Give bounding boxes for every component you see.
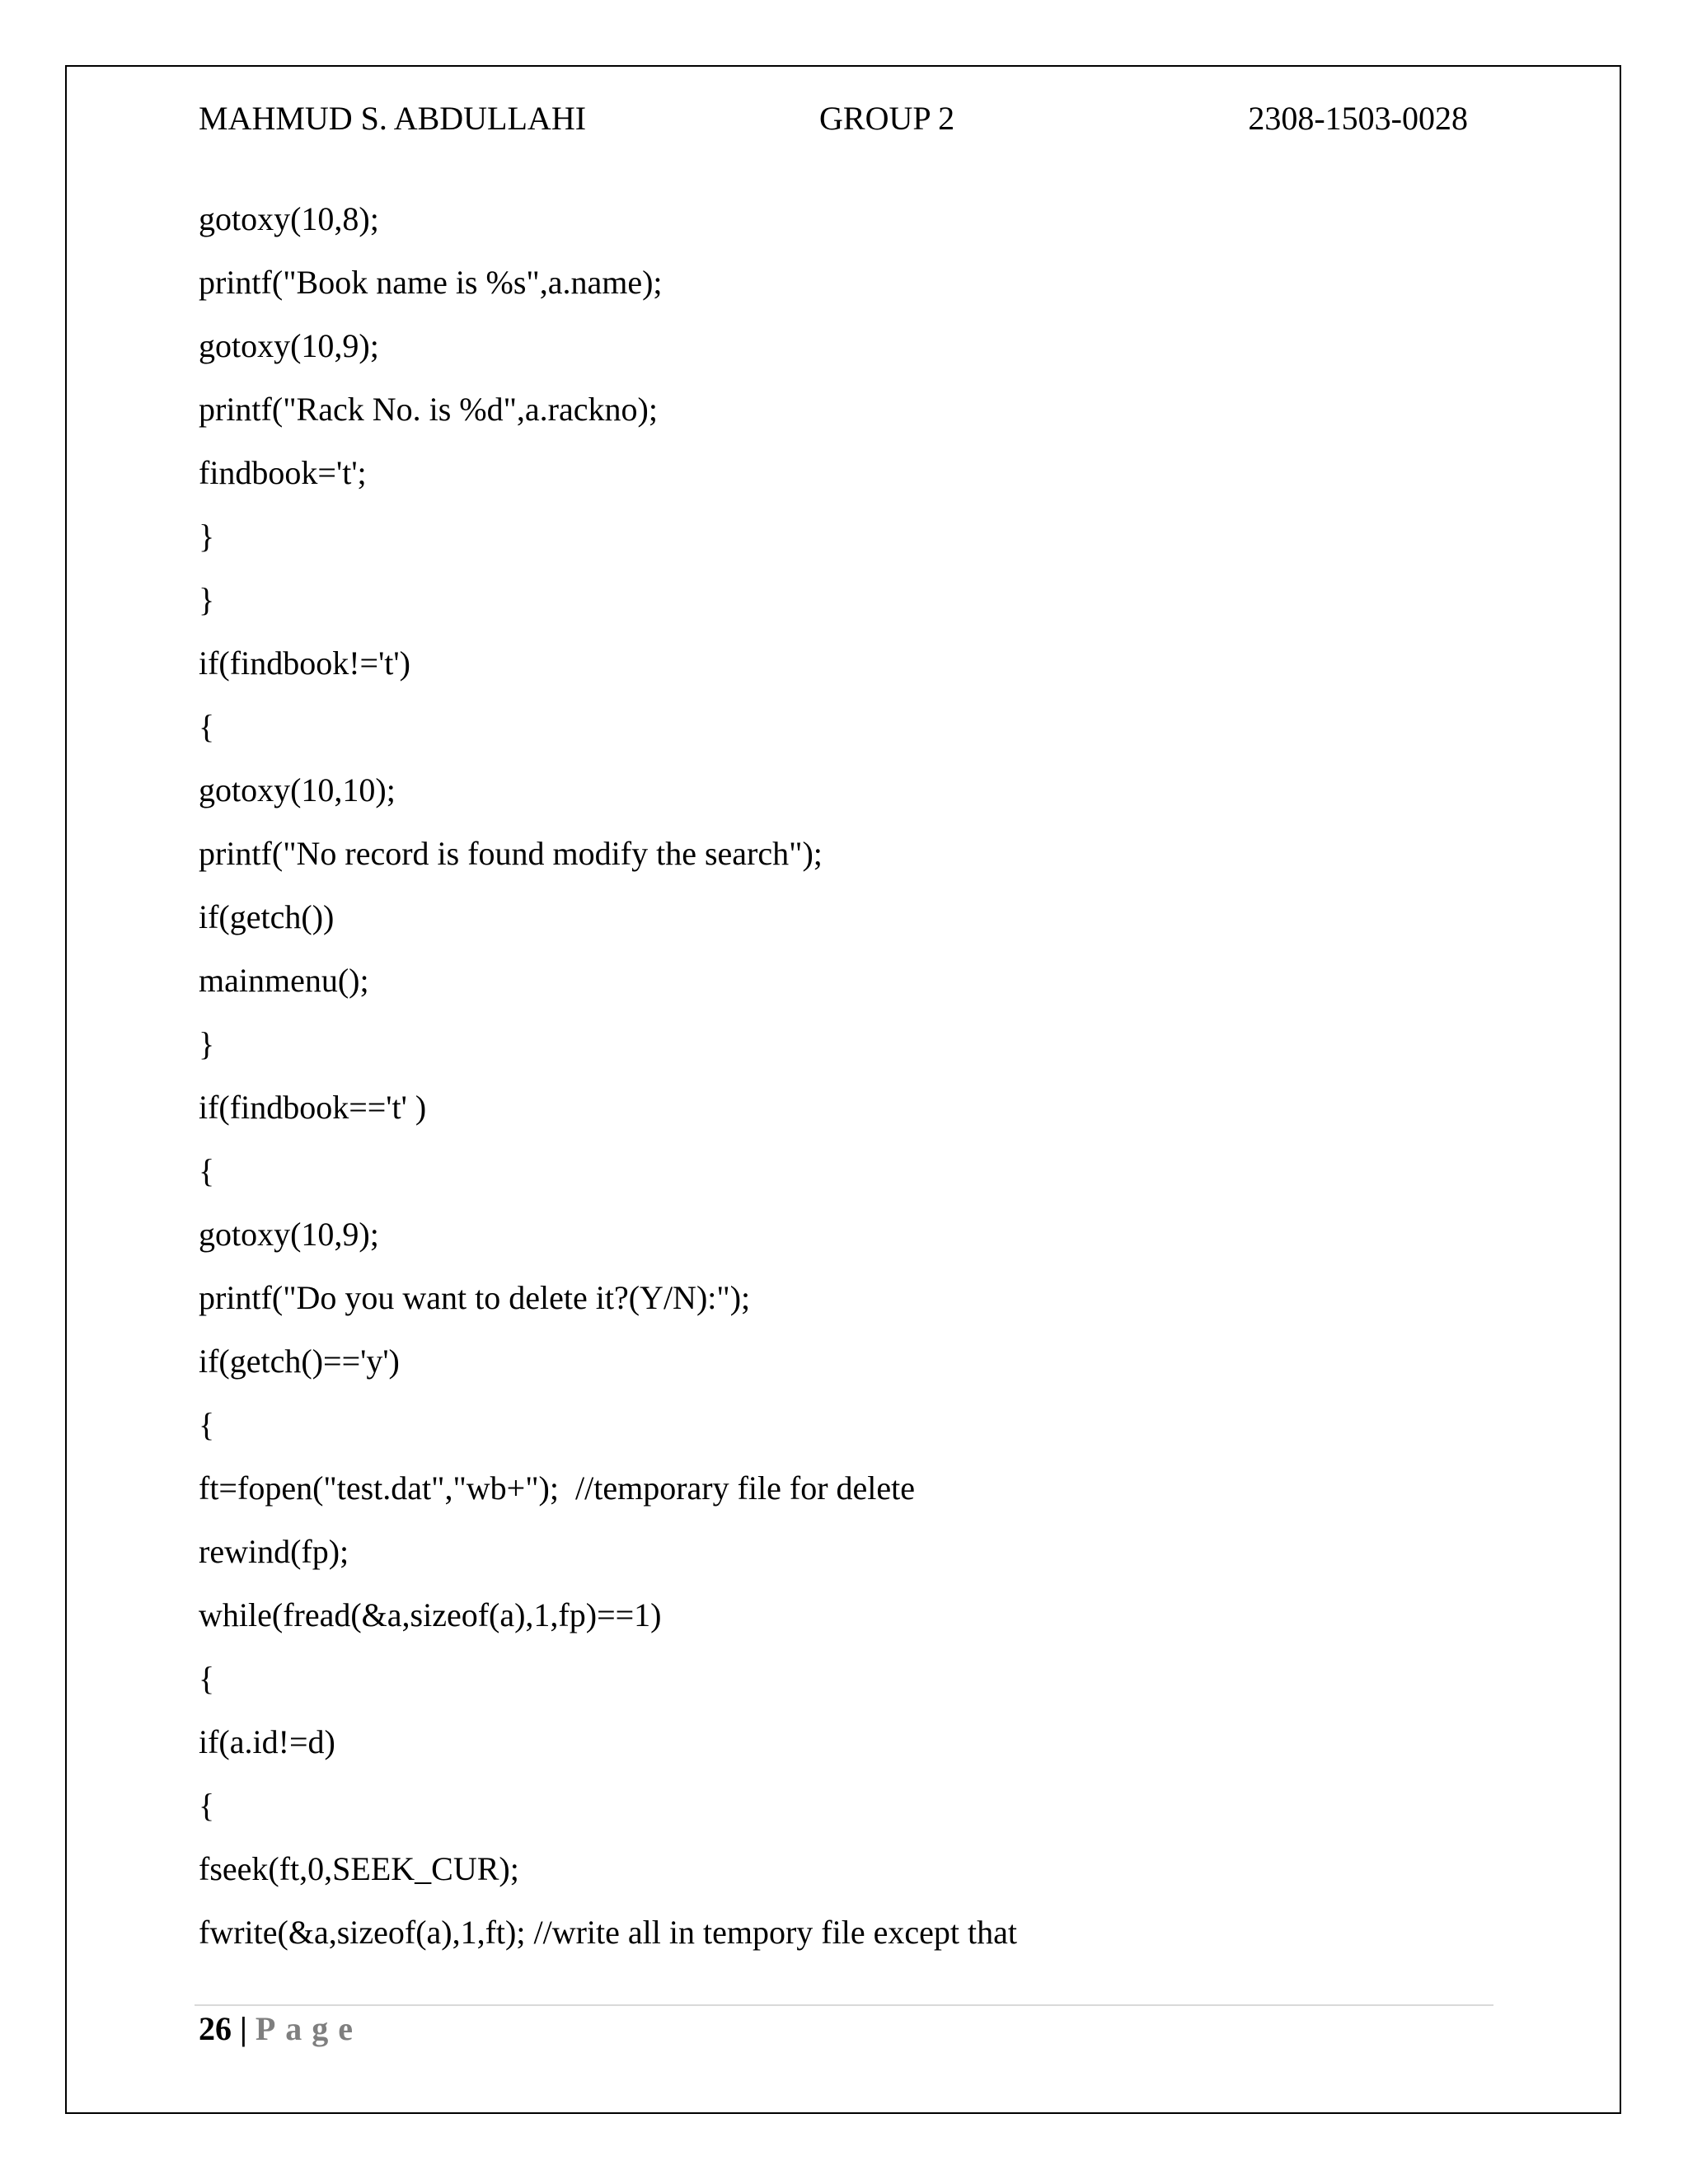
code-line: if(getch()) xyxy=(199,898,335,935)
footer-separator: | xyxy=(232,2010,256,2047)
code-line: gotoxy(10,9); xyxy=(199,1216,379,1253)
code-line: fwrite(&a,sizeof(a),1,ft); //write all in tempory file except that xyxy=(199,1914,1017,1951)
page-footer xyxy=(199,2008,363,2050)
code-line: gotoxy(10,8); xyxy=(199,200,379,237)
code-line: } xyxy=(199,1025,215,1062)
code-line: { xyxy=(199,708,215,745)
header-author-name: MAHMUD S. ABDULLAHI xyxy=(199,100,587,137)
code-line: { xyxy=(199,1787,215,1824)
code-line: { xyxy=(199,1406,215,1443)
code-line: } xyxy=(199,581,215,618)
code-line: if(a.id!=d) xyxy=(199,1723,335,1760)
code-line: printf("Rack No. is %d",a.rackno); xyxy=(199,391,658,428)
header-student-id: 2308-1503-0028 xyxy=(1248,100,1468,137)
code-line: } xyxy=(199,518,215,555)
code-listing xyxy=(199,198,1017,1975)
code-line: printf("No record is found modify the search"); xyxy=(199,835,823,872)
code-line: { xyxy=(199,1152,215,1189)
code-line: gotoxy(10,9); xyxy=(199,327,379,364)
header-group: GROUP 2 xyxy=(819,100,955,137)
page-label: Page xyxy=(255,2010,363,2047)
page-number: 26 xyxy=(199,2010,232,2047)
code-line: gotoxy(10,10); xyxy=(199,771,396,808)
code-line: if(getch()=='y') xyxy=(199,1343,400,1380)
code-line: mainmenu(); xyxy=(199,962,369,999)
code-line: ft=fopen("test.dat","wb+"); //temporary file for delete xyxy=(199,1469,916,1507)
code-line: if(findbook=='t' ) xyxy=(199,1089,427,1126)
page-header xyxy=(199,97,1468,140)
code-line: fseek(ft,0,SEEK_CUR); xyxy=(199,1850,519,1887)
code-line: { xyxy=(199,1660,215,1697)
code-line: while(fread(&a,sizeof(a),1,fp)==1) xyxy=(199,1596,662,1633)
code-line: printf("Do you want to delete it?(Y/N):"); xyxy=(199,1279,751,1316)
code-line: findbook='t'; xyxy=(199,454,367,491)
code-line: printf("Book name is %s",a.name); xyxy=(199,264,663,301)
footer-divider xyxy=(195,2004,1493,2006)
code-line: rewind(fp); xyxy=(199,1533,349,1570)
code-line: if(findbook!='t') xyxy=(199,644,410,682)
